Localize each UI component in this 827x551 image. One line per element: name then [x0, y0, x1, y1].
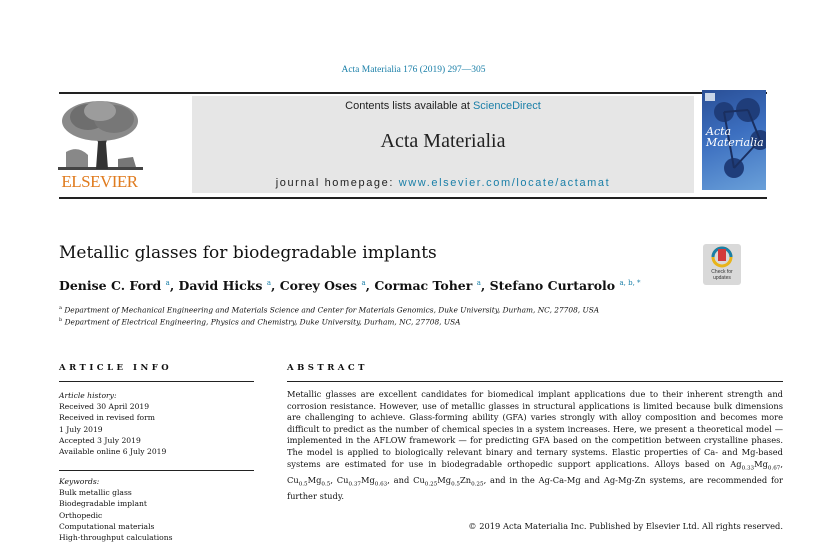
homepage-prefix: journal homepage: — [275, 177, 399, 189]
keyword-item: Biodegradable implant — [59, 499, 147, 509]
article-info-heading: ARTICLE INFO — [59, 363, 173, 373]
history-item: 1 July 2019 — [59, 424, 103, 434]
history-item: Available online 6 July 2019 — [59, 447, 167, 457]
affiliation-b: $^b$ Department of Electrical Engineering, Physics and Chemistry, Duke University, Durham, NC, 27708, USA — [59, 317, 461, 327]
affiliation-marker[interactable]: a — [266, 278, 271, 287]
keywords-rule — [59, 470, 254, 471]
abstract-body: Metallic glasses are excellent candidates for biomedical implant applications due to their inherent strength and corrosion resistance. However, use of metallic glasses in structural applications is limited because bulk dimensions are challenging to achieve. Glass-forming ability (GFA) varies strongly with alloy composition and becomes more difficult to predict as the number of chemical species in a system increases. Here, we present a theoretical model — implemented in the AFLOW framework — for predicting GFA based on the competition between crystalline phases. The model is applied to biologically relevant binary and ternary systems. Elastic properties of Ca- and Mg-based systems are estimated for use in biodegradable orthopedic support applications. Alloys based on $Ag_{0.33}Mg_{0.67}$, $Cu_{0.5}Mg_{0.5}$, $Cu_{0.37}Mg_{0.63}$, and $Cu_{0.25}Mg_{0.5}Zn_{0.25}$, and in the Ag-Ca-Mg and Ag-Mg-Zn systems, are recommended for further study. — [287, 389, 783, 502]
journal-homepage-line — [192, 177, 694, 189]
keyword-item: Bulk metallic glass — [59, 488, 132, 498]
journal-citation-link[interactable]: Acta Materialia 176 (2019) 297—305 — [341, 65, 486, 75]
journal-cover-image[interactable] — [702, 90, 766, 190]
abstract-heading: ABSTRACT — [287, 363, 368, 373]
author-name[interactable]: Denise C. Ford — [59, 278, 162, 293]
journal-title: Acta Materialia — [380, 130, 506, 152]
check-updates-label: Check for updates — [711, 269, 733, 281]
contents-prefix: Contents lists available at — [345, 100, 473, 112]
keywords-label: Keywords: — [59, 477, 100, 486]
history-item: Received 30 April 2019 — [59, 402, 150, 412]
keywords-list — [59, 476, 259, 543]
header-bottom-rule — [59, 197, 767, 199]
alloy-formula: $Cu_{0.5}Mg_{0.5}$ — [287, 474, 331, 488]
article-info-rule — [59, 381, 254, 382]
elsevier-wordmark[interactable]: ELSEVIER — [61, 172, 138, 191]
keyword-item: Computational materials — [59, 521, 155, 531]
cover-title: Acta Materialia — [706, 125, 764, 149]
affiliation-marker[interactable]: a — [361, 278, 366, 287]
author-name[interactable]: Stefano Curtarolo — [489, 278, 616, 293]
history-item: Received in revised form — [59, 413, 155, 423]
affiliation-a: $^a$ Department of Mechanical Engineering and Materials Science and Center for Materials Genomics, Duke University, Durham, NC, 27708, USA — [59, 305, 600, 315]
author-list: Denise C. Ford $^a$, David Hicks $^a$, Corey Oses $^a$, Cormac Toher $^a$, Stefano Curtarolo $^{a, b, *}$ — [59, 278, 641, 293]
check-for-updates-button[interactable] — [703, 244, 741, 285]
copyright-notice: © 2019 Acta Materialia Inc. Published by Elsevier Ltd. All rights reserved. — [468, 521, 783, 531]
sciencedirect-link[interactable]: ScienceDirect — [472, 100, 541, 112]
homepage-url-link[interactable]: www.elsevier.com/locate/actamat — [398, 177, 611, 189]
keyword-item: High-throughput calculations — [59, 533, 173, 543]
author-name[interactable]: Cormac Toher — [374, 278, 473, 293]
alloy-formula: $Cu_{0.25}Mg_{0.5}Zn_{0.25}$ — [413, 474, 484, 488]
author-name[interactable]: Corey Oses — [279, 278, 358, 293]
abstract-rule — [287, 381, 783, 382]
check-updates-icon — [703, 246, 741, 270]
history-item: Accepted 3 July 2019 — [59, 435, 141, 445]
contents-line — [192, 100, 694, 112]
affiliation-marker[interactable]: a — [165, 278, 170, 287]
affiliation-marker[interactable]: a — [476, 278, 481, 287]
author-name[interactable]: David Hicks — [178, 278, 263, 293]
header-top-rule — [59, 92, 767, 94]
keyword-item: Orthopedic — [59, 510, 103, 520]
history-label: Article history: — [59, 391, 117, 400]
alloy-formula: $Cu_{0.37}Mg_{0.63}$ — [336, 474, 388, 488]
article-history — [59, 390, 259, 457]
alloy-formula: $Ag_{0.33}Mg_{0.67}$ — [730, 458, 781, 472]
affiliation-marker[interactable]: a, b, * — [619, 278, 641, 287]
article-title: Metallic glasses for biodegradable implants — [59, 243, 437, 263]
